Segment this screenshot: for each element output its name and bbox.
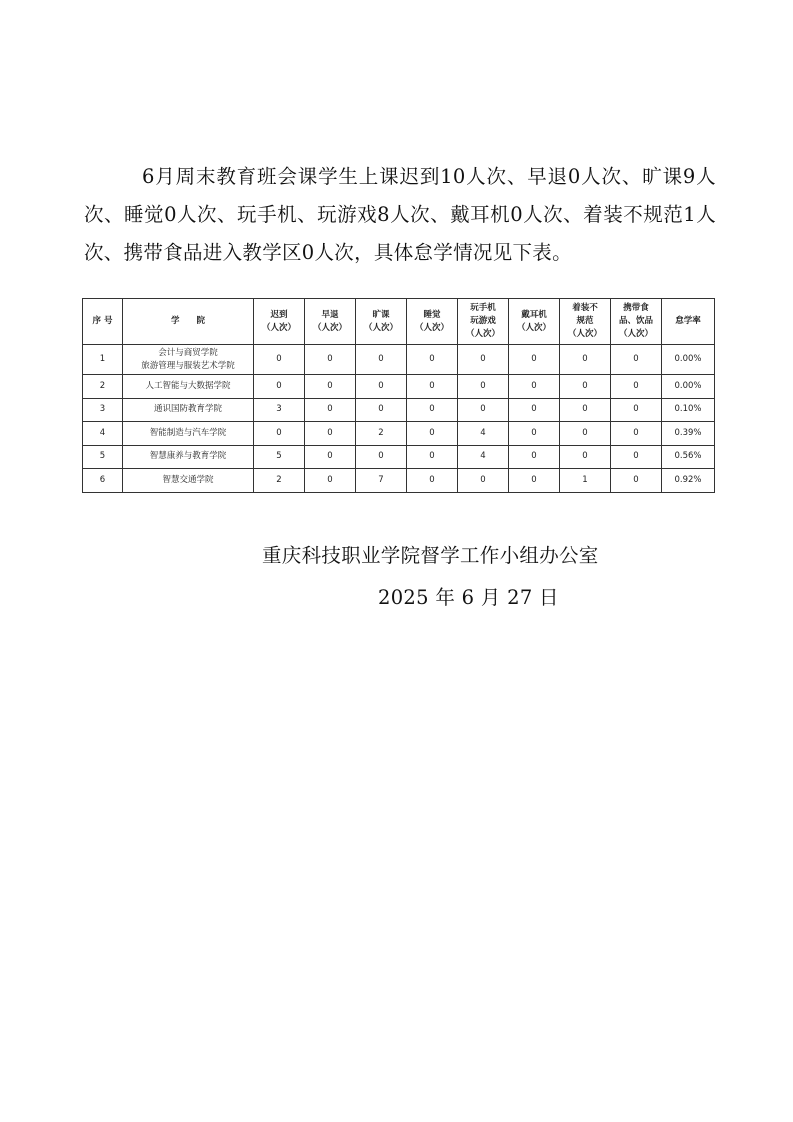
phone-game-cell: 0 [458,345,509,375]
row-number-cell: 3 [83,398,123,422]
header-line: （人次） [363,322,398,333]
college-cell [123,345,254,375]
early-leave-cell: 0 [305,445,356,469]
header-rate [662,299,715,345]
header-phone-game [458,299,509,345]
header-late [254,299,305,345]
food-cell: 0 [611,445,662,469]
table-row [83,398,715,422]
late-cell: 0 [254,375,305,399]
issuer-signature: 重庆科技职业学院督学工作小组办公室 [262,544,599,567]
sleep-cell: 0 [407,445,458,469]
header-food [611,299,662,345]
early-leave-cell: 0 [305,422,356,446]
rate-cell: 0.39% [662,422,715,446]
dress-cell: 0 [560,422,611,446]
phone-game-cell: 0 [458,375,509,399]
absent-cell: 0 [356,445,407,469]
header-line: 玩游戏 [470,316,496,326]
row-number-cell: 1 [83,345,123,375]
header-line: 规范 [576,316,594,326]
header-line: 旷课 [372,309,390,320]
food-cell: 0 [611,398,662,422]
header-line: 序 号 [92,316,113,326]
summary-paragraph: 6月周末教育班会课学生上课迟到10人次、早退0人次、旷课9人次、睡觉0人次、玩手机、玩游戏8人次、戴耳机0人次、着装不规范1人次、携带食品进入教学区0人次，具体怠学情况见下表。 [84,164,716,264]
earphones-cell: 0 [509,398,560,422]
absent-cell: 0 [356,398,407,422]
header-line: （人次） [567,329,602,339]
row-number-cell: 4 [83,422,123,446]
header-line: （人次） [618,329,653,339]
college-cell [123,398,254,422]
college-name: 旅游管理与服装艺术学院 [141,360,235,371]
dress-cell: 0 [560,345,611,375]
late-cell: 2 [254,469,305,493]
early-leave-cell: 0 [305,345,356,375]
header-line: 早退 [321,309,339,320]
college-name: 智能制造与汽车学院 [149,427,227,438]
sleep-cell: 0 [407,422,458,446]
header-line: 学 院 [170,316,205,326]
dress-cell: 0 [560,375,611,399]
earphones-cell: 0 [509,469,560,493]
college-name: 会计与商贸学院 [158,347,218,358]
sleep-cell: 0 [407,345,458,375]
food-cell: 0 [611,345,662,375]
college-cell [123,375,254,399]
issue-date: 2025 年 6 月 27 日 [378,586,559,609]
rate-cell: 0.00% [662,375,715,399]
header-dress [560,299,611,345]
college-cell [123,469,254,493]
absent-cell: 0 [356,345,407,375]
food-cell: 0 [611,469,662,493]
dress-cell: 0 [560,398,611,422]
header-line: 着装不 [572,303,598,313]
sleep-cell: 0 [407,398,458,422]
food-cell: 0 [611,375,662,399]
row-number-cell: 5 [83,445,123,469]
header-line: 睡觉 [423,309,441,320]
food-cell: 0 [611,422,662,446]
header-line: （人次） [465,329,500,339]
college-name: 智慧交通学院 [162,474,214,485]
absent-cell: 7 [356,469,407,493]
table-row [83,345,715,375]
phone-game-cell: 0 [458,398,509,422]
header-line: （人次） [516,322,551,333]
header-line: 迟到 [270,309,288,320]
late-cell: 0 [254,345,305,375]
late-cell: 0 [254,422,305,446]
rate-cell: 0.56% [662,445,715,469]
header-absent [356,299,407,345]
header-line: （人次） [312,322,347,333]
rate-cell: 0.10% [662,398,715,422]
row-number-cell: 6 [83,469,123,493]
header-earphones [509,299,560,345]
phone-game-cell: 4 [458,422,509,446]
row-number-cell: 2 [83,375,123,399]
absent-cell: 0 [356,375,407,399]
earphones-cell: 0 [509,345,560,375]
table-header-row [83,299,715,345]
late-cell: 5 [254,445,305,469]
table-row [83,445,715,469]
college-name: 通识国防教育学院 [153,404,222,415]
table-body [83,345,715,493]
earphones-cell: 0 [509,422,560,446]
rate-cell: 0.00% [662,345,715,375]
college-name: 人工智能与大数据学院 [145,380,231,391]
table-row [83,469,715,493]
header-line: 戴耳机 [521,309,547,320]
header-line: 怠学率 [675,316,701,326]
earphones-cell: 0 [509,445,560,469]
late-cell: 3 [254,398,305,422]
table-row [83,375,715,399]
college-cell [123,445,254,469]
header-line: （人次） [414,322,449,333]
header-line: 携带食 [623,303,649,313]
header-line: 玩手机 [470,303,496,313]
sleep-cell: 0 [407,469,458,493]
absent-cell: 2 [356,422,407,446]
header-college [123,299,254,345]
table-row [83,422,715,446]
header-line: 品、饮品 [618,316,653,326]
early-leave-cell: 0 [305,375,356,399]
sleep-cell: 0 [407,375,458,399]
early-leave-cell: 0 [305,398,356,422]
attendance-table [82,298,715,493]
header-sleep [407,299,458,345]
earphones-cell: 0 [509,375,560,399]
phone-game-cell: 4 [458,445,509,469]
rate-cell: 0.92% [662,469,715,493]
college-name: 智慧康养与教育学院 [149,451,227,462]
dress-cell: 1 [560,469,611,493]
phone-game-cell: 0 [458,469,509,493]
header-early-leave [305,299,356,345]
header-line: （人次） [261,322,296,333]
header-no [83,299,123,345]
college-cell [123,422,254,446]
early-leave-cell: 0 [305,469,356,493]
dress-cell: 0 [560,445,611,469]
